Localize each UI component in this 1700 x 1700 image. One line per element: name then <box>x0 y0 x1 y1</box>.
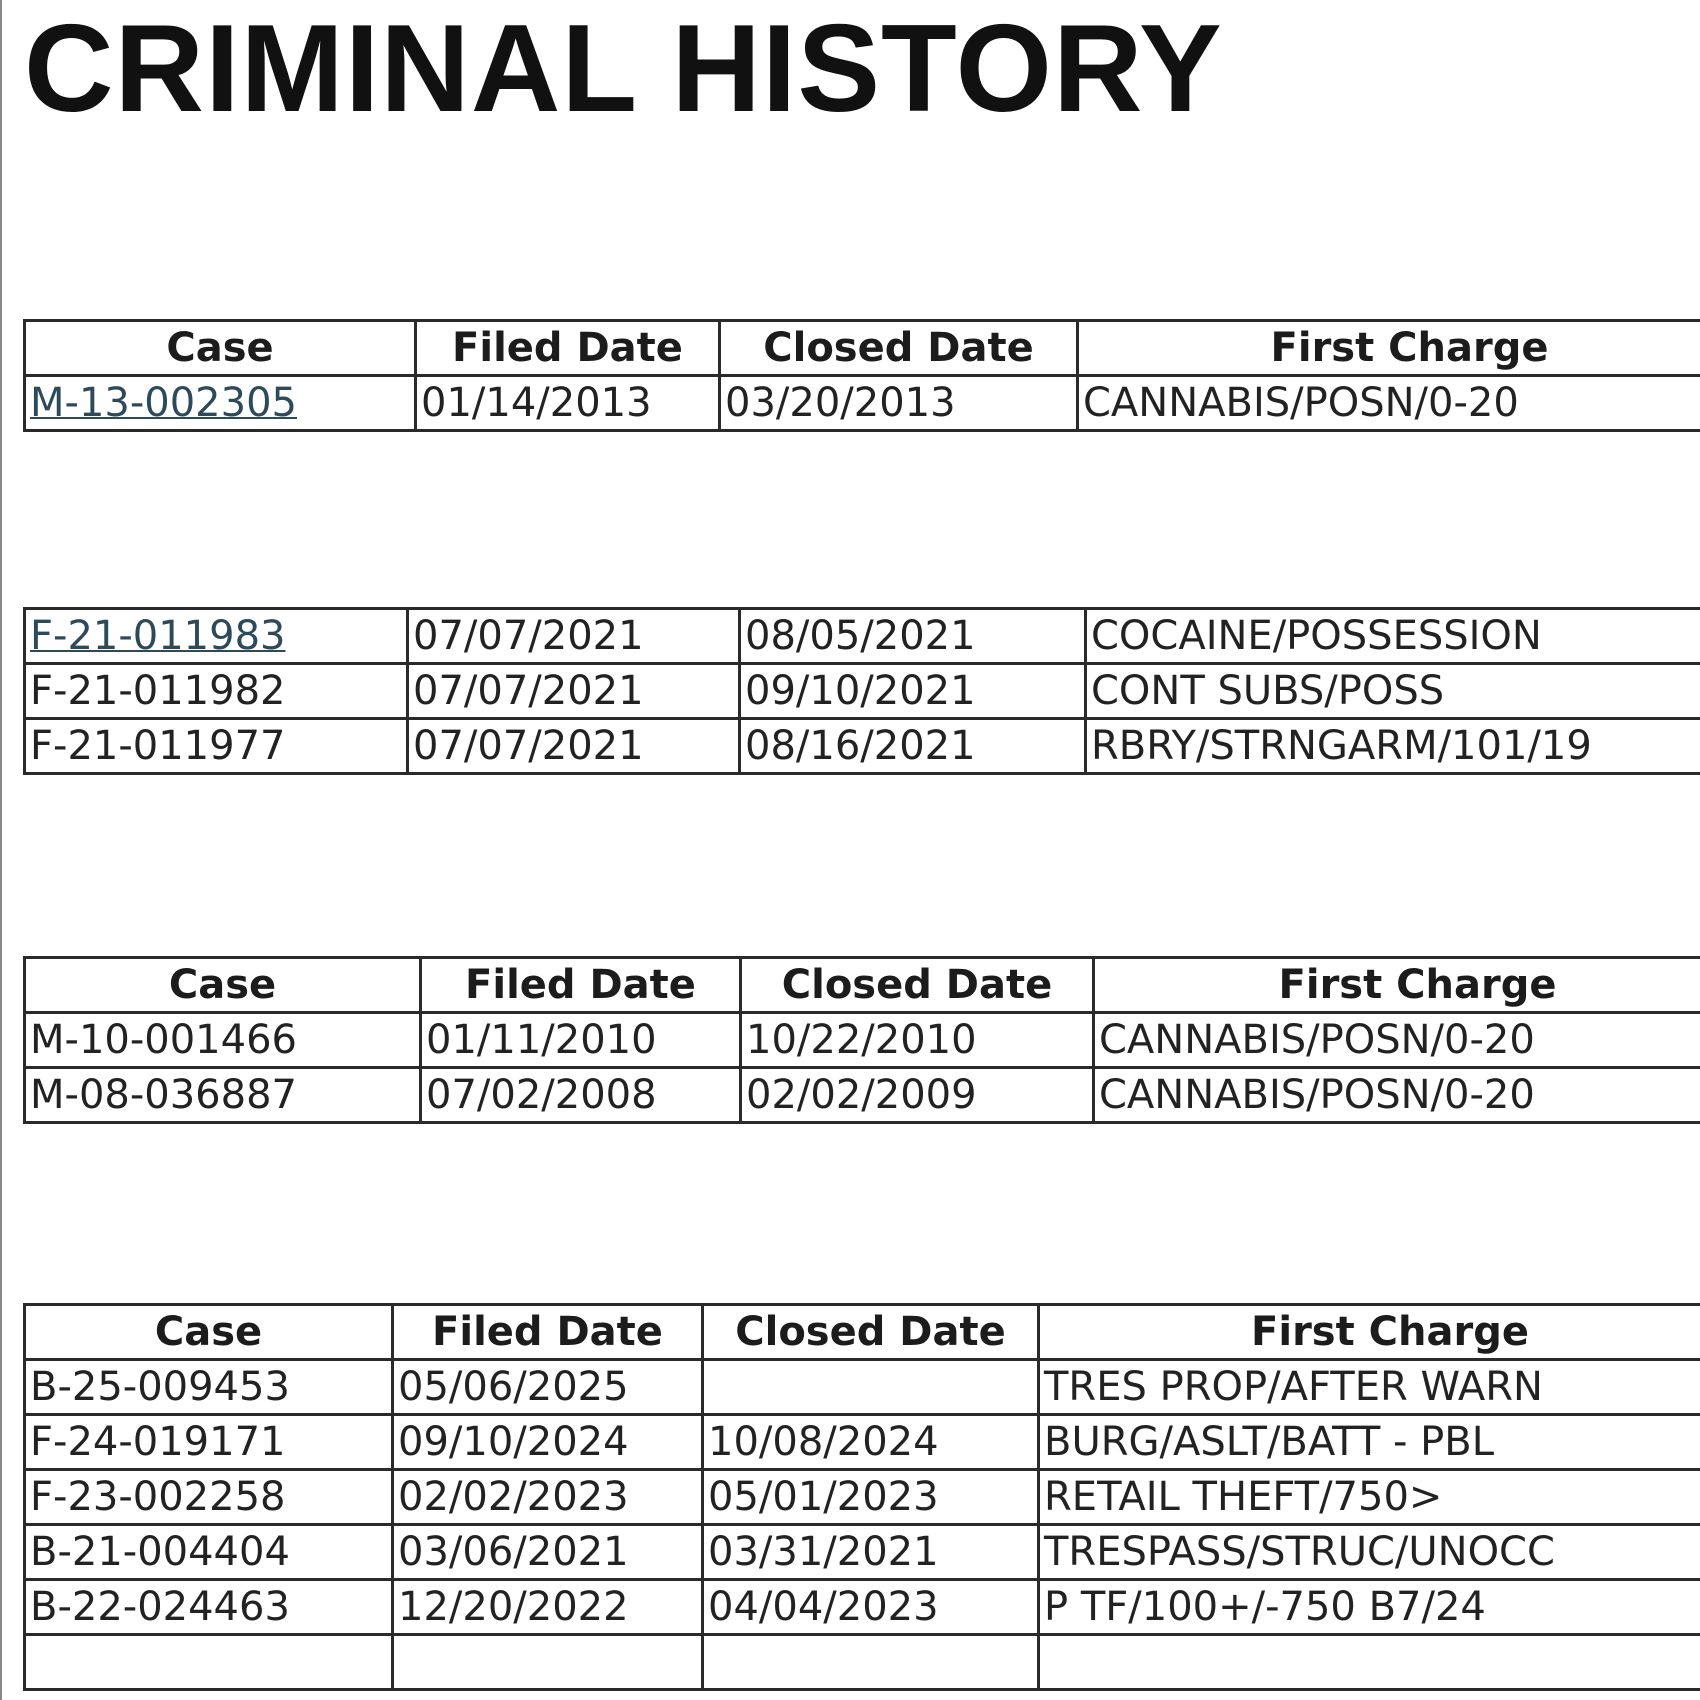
case-number: B-25-009453 <box>25 1360 393 1415</box>
header-case: Case <box>25 321 416 376</box>
closed-date: 02/02/2009 <box>741 1068 1094 1123</box>
case-table-4 <box>23 1303 1700 1691</box>
table-header-row <box>25 321 1700 376</box>
first-charge: COCAINE/POSSESSION <box>1086 609 1700 664</box>
closed-date: 03/31/2021 <box>703 1525 1039 1580</box>
table-row <box>25 1470 1700 1525</box>
header-closed-date: Closed Date <box>720 321 1078 376</box>
closed-date: 03/20/2013 <box>720 376 1078 431</box>
filed-date: 01/11/2010 <box>421 1013 741 1068</box>
header-first-charge: First Charge <box>1094 958 1700 1013</box>
filed-date: 09/10/2024 <box>393 1415 703 1470</box>
closed-date: 10/08/2024 <box>703 1415 1039 1470</box>
table-header-row <box>25 1305 1700 1360</box>
closed-date: 09/10/2021 <box>740 664 1086 719</box>
first-charge: CANNABIS/POSN/0-20 <box>1094 1013 1700 1068</box>
case-number-link[interactable]: M-13-002305 <box>25 376 416 431</box>
filed-date: 01/14/2013 <box>416 376 720 431</box>
header-filed-date: Filed Date <box>421 958 741 1013</box>
table-row <box>25 664 1700 719</box>
header-closed-date: Closed Date <box>741 958 1094 1013</box>
table-row <box>25 1580 1700 1635</box>
table-row <box>25 609 1700 664</box>
filed-date: 07/07/2021 <box>408 609 740 664</box>
filed-date: 12/20/2022 <box>393 1580 703 1635</box>
filed-date: 02/02/2023 <box>393 1470 703 1525</box>
case-number: B-22-024463 <box>25 1580 393 1635</box>
case-table-3 <box>23 956 1700 1124</box>
case-number: F-23-002258 <box>25 1470 393 1525</box>
header-case: Case <box>25 1305 393 1360</box>
first-charge: CANNABIS/POSN/0-20 <box>1094 1068 1700 1123</box>
closed-date: 08/05/2021 <box>740 609 1086 664</box>
header-closed-date: Closed Date <box>703 1305 1039 1360</box>
case-number: B-21-004404 <box>25 1525 393 1580</box>
filed-date: 07/07/2021 <box>408 664 740 719</box>
first-charge: RBRY/STRNGARM/101/19 <box>1086 719 1700 774</box>
first-charge: CANNABIS/POSN/0-20 <box>1078 376 1700 431</box>
table-row <box>25 376 1700 431</box>
filed-date: 03/06/2021 <box>393 1525 703 1580</box>
filed-date: 05/06/2025 <box>393 1360 703 1415</box>
table-row <box>25 1360 1700 1415</box>
case-table-1 <box>23 319 1700 432</box>
case-number: F-21-011977 <box>25 719 408 774</box>
first-charge: TRES PROP/AFTER WARN <box>1039 1360 1700 1415</box>
case-number: F-24-019171 <box>25 1415 393 1470</box>
header-filed-date: Filed Date <box>393 1305 703 1360</box>
table-header-row <box>25 958 1700 1013</box>
filed-date: 07/02/2008 <box>421 1068 741 1123</box>
first-charge: CONT SUBS/POSS <box>1086 664 1700 719</box>
filed-date: 07/07/2021 <box>408 719 740 774</box>
first-charge: TRESPASS/STRUC/UNOCC <box>1039 1525 1700 1580</box>
header-filed-date: Filed Date <box>416 321 720 376</box>
header-first-charge: First Charge <box>1039 1305 1700 1360</box>
case-number: M-08-036887 <box>25 1068 421 1123</box>
table-row <box>25 719 1700 774</box>
page-title: CRIMINAL HISTORY <box>24 0 1223 138</box>
case-table-2 <box>23 607 1700 775</box>
closed-date: 10/22/2010 <box>741 1013 1094 1068</box>
closed-date <box>703 1360 1039 1415</box>
closed-date: 05/01/2023 <box>703 1470 1039 1525</box>
header-first-charge: First Charge <box>1078 321 1700 376</box>
first-charge: BURG/ASLT/BATT - PBL <box>1039 1415 1700 1470</box>
case-number: F-21-011982 <box>25 664 408 719</box>
table-row <box>25 1415 1700 1470</box>
table-row-cut-off <box>25 1635 1700 1690</box>
table-row <box>25 1013 1700 1068</box>
closed-date: 08/16/2021 <box>740 719 1086 774</box>
closed-date: 04/04/2023 <box>703 1580 1039 1635</box>
table-row <box>25 1525 1700 1580</box>
first-charge: RETAIL THEFT/750> <box>1039 1470 1700 1525</box>
first-charge: P TF/100+/-750 B7/24 <box>1039 1580 1700 1635</box>
header-case: Case <box>25 958 421 1013</box>
table-row <box>25 1068 1700 1123</box>
page-left-edge <box>0 0 2 1700</box>
case-number: M-10-001466 <box>25 1013 421 1068</box>
case-number-link[interactable]: F-21-011983 <box>25 609 408 664</box>
